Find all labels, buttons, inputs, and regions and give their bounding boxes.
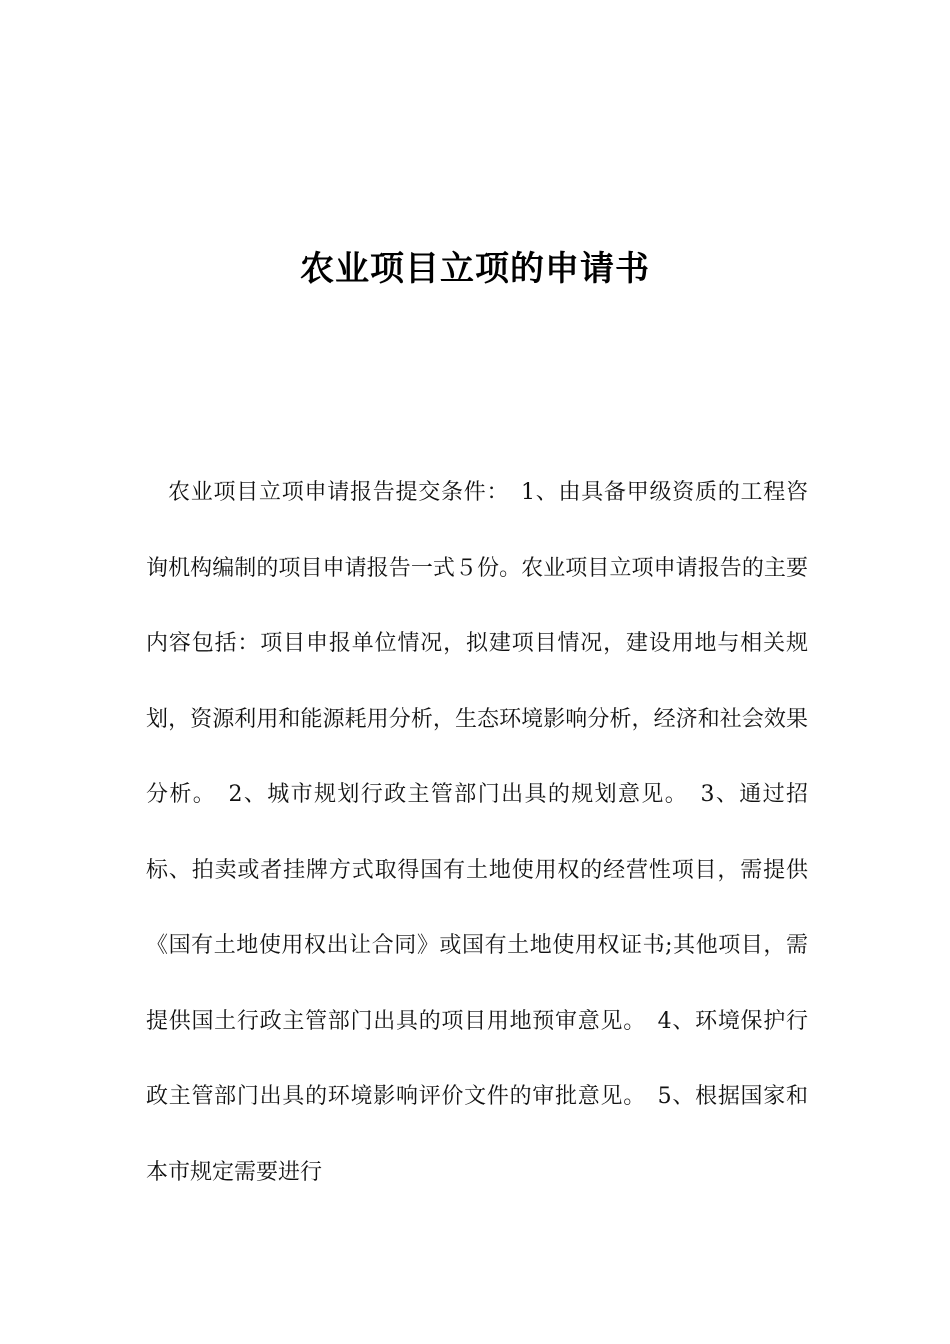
document-title: 农业项目立项的申请书	[300, 248, 650, 289]
document-body-paragraph: 农业项目立项申请报告提交条件： 1、由具备甲级资质的工程咨询机构编制的项目申请报告一式５份。农业项目立项申请报告的主要内容包括：项目申报单位情况，拟建项目情况，建设用地与相关规划，资源利用和能源耗用分析，生态环境影响分析，经济和社会效果分析。 2、城市规划行政主管部门出具的规划意见。 3、通过招标、拍卖或者挂牌方式取得国有土地使用权的经营性项目，需提供《国有土地使用权出让合同》或国有土地使用权证书;其他项目，需提供国土行政主管部门出具的项目用地预审意见。 4、环境保护行政主管部门出具的环境影响评价文件的审批意见。 5、根据国家和本市规定需要进行	[146, 480, 808, 1185]
